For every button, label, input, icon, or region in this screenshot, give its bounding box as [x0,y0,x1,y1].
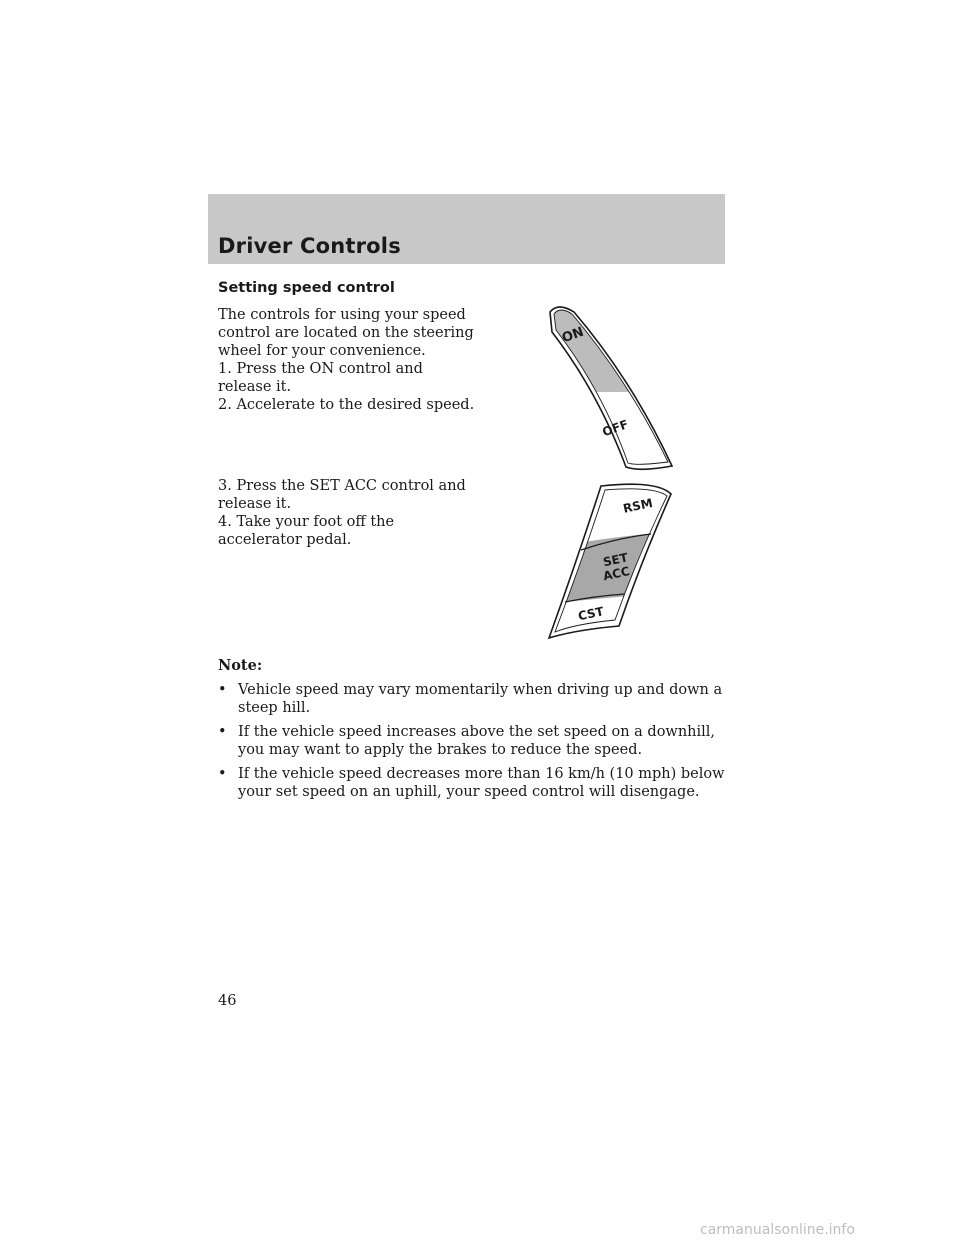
section-header-title: Driver Controls [218,234,401,258]
step-3: 3. Press the SET ACC control and release it. [218,478,466,512]
on-off-switch-illustration [540,300,680,475]
intro-paragraph: The controls for using your speed control are located on the steering wheel for your convenience. [218,307,474,359]
acc-label: ACC [601,564,632,584]
bullet-glyph: • [218,724,227,740]
step-1: 1. Press the ON control and release it. [218,361,423,395]
bullet-glyph: • [218,682,227,698]
off-label: OFF [600,417,631,440]
note-label: Note: [218,657,263,674]
header-band [208,194,725,264]
list-item [218,765,728,801]
page-number: 46 [218,993,237,1009]
note-list [218,681,728,807]
note-item-text: If the vehicle speed decreases more than 16 km/h (10 mph) below your set speed on an uphill, your speed control will disengage. [238,766,725,800]
set-acc-switch-illustration [545,478,675,643]
setting-speed-control-heading: Setting speed control [218,280,395,296]
step-2: 2. Accelerate to the desired speed. [218,397,475,413]
note-item-text: If the vehicle speed increases above the set speed on a downhill, you may want to apply the brakes to reduce the speed. [238,724,716,758]
bullet-glyph: • [218,766,227,782]
rsm-label: RSM [621,495,654,516]
list-item [218,681,728,717]
note-item-text: Vehicle speed may vary momentarily when driving up and down a steep hill. [238,682,723,716]
watermark-text: carmanualsonline.info [700,1222,855,1238]
step-4: 4. Take your foot off the accelerator pedal. [218,514,395,548]
set-label: SET [601,550,630,570]
on-label: ON [560,324,586,347]
list-item [218,723,728,759]
cst-label: CST [576,604,606,624]
